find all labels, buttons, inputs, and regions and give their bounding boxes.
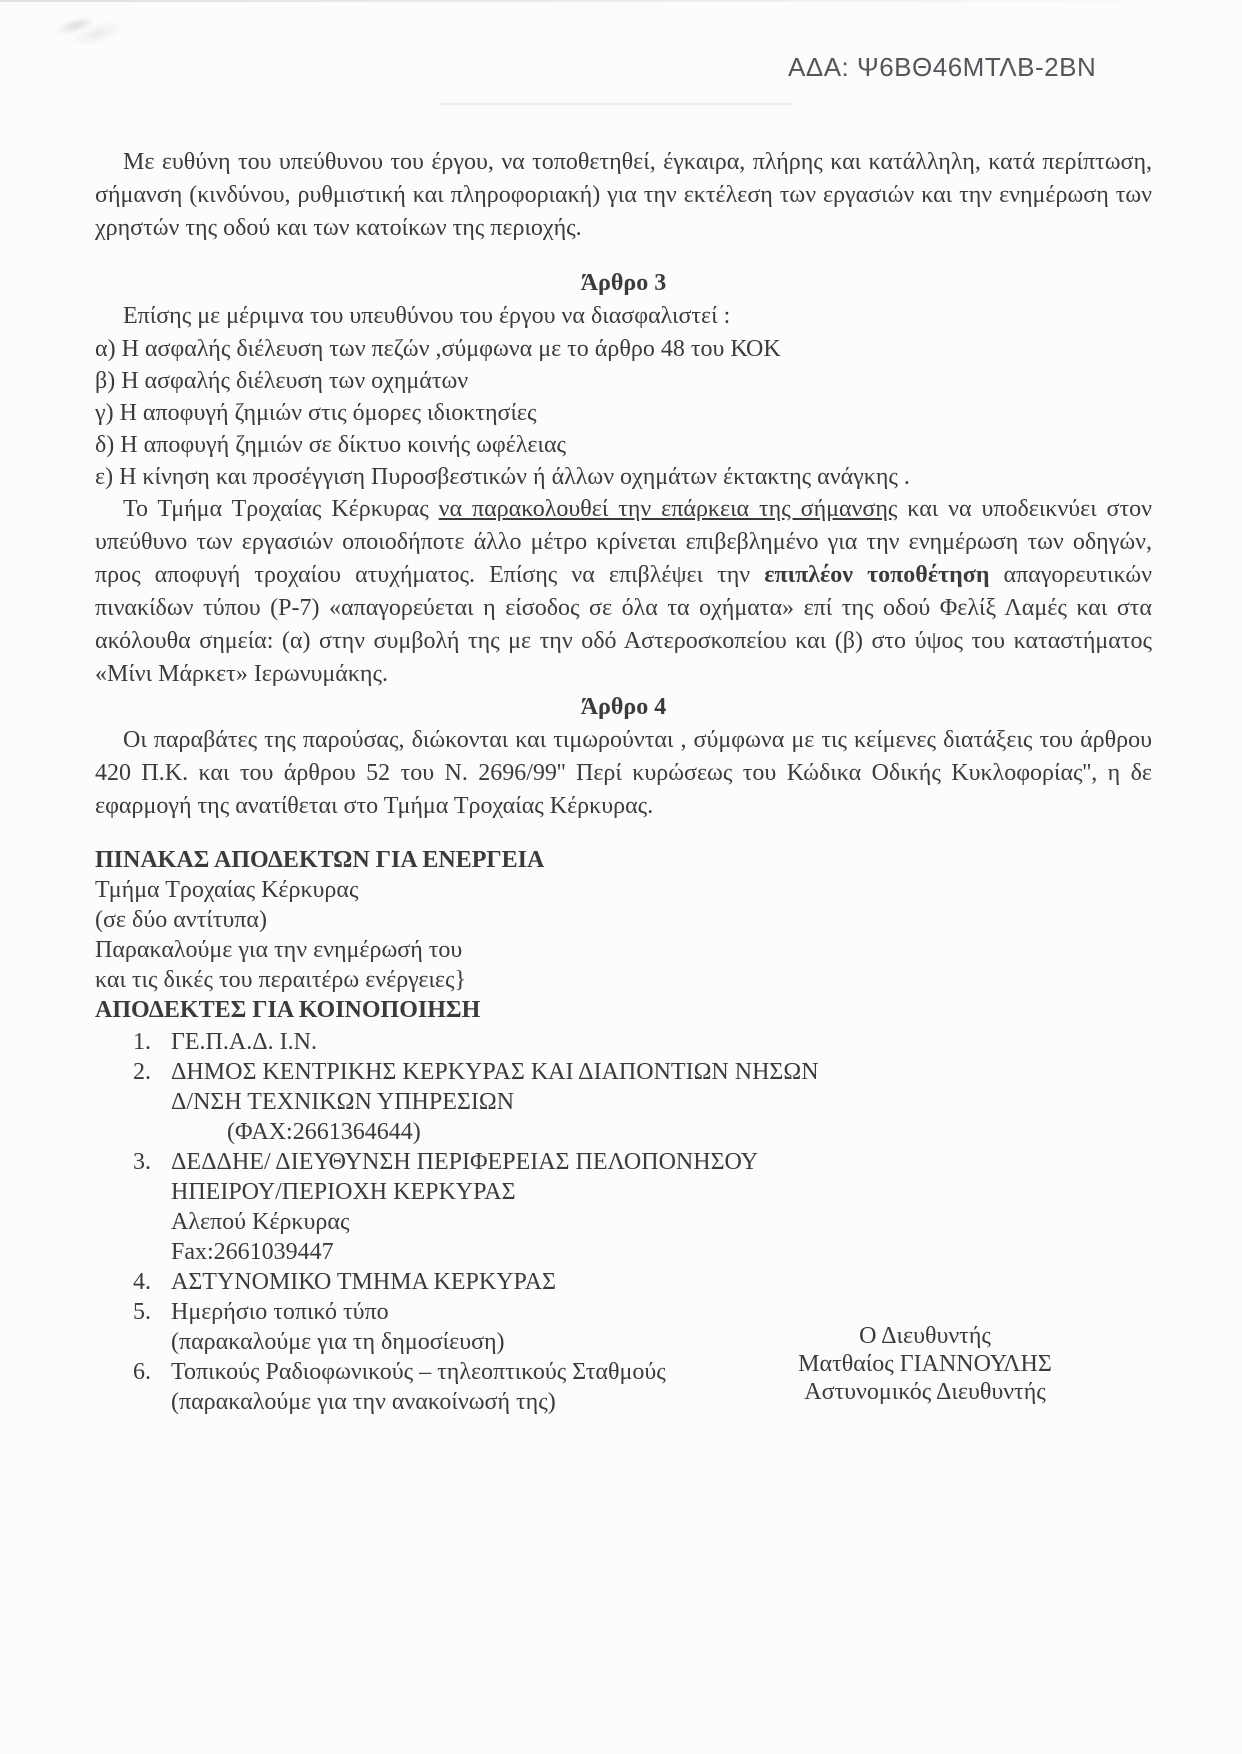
article3-para-seg3: και να υποδεικνύει στον υπεύθυνο των εργασιών οποιοδήποτε άλλο μέτρο κρίνεται επιβεβλημένο για την ενημέρωση των οδηγών, προς αποφυγή τροχαίου ατυχήματος. Επίσης να επιβλέψει την	[95, 496, 1152, 588]
article3-para-bold: επιπλέον τοποθέτηση	[764, 562, 990, 588]
list-item-line: Fax:2661039447	[171, 1239, 334, 1265]
list-item-number: 5.	[133, 1299, 151, 1325]
signature-block	[715, 1322, 1135, 1406]
list-item-number: 1.	[133, 1029, 151, 1055]
scan-edge-artifact	[0, 0, 1210, 2]
signature-name-line: Ματθαίος ΓΙΑΝΝΟΥΛΗΣ	[798, 1351, 1052, 1377]
article3-item-e: ε) Η κίνηση και προσέγγιση Πυροσβεστικών ή άλλων οχημάτων έκτακτης ανάγκης .	[95, 464, 910, 490]
ada-number: ΑΔΑ: Ψ6ΒΘ46ΜΤΛΒ-2ΒΝ	[788, 52, 1097, 82]
faint-divider-line	[440, 103, 792, 105]
list-item	[95, 1147, 1152, 1267]
list-item-line: ΗΠΕΙΡΟΥ/ΠΕΡΙΟΧΗ ΚΕΡΚΥΡΑΣ	[171, 1179, 516, 1205]
article3-item-b: β) Η ασφαλής διέλευση των οχημάτων	[95, 368, 469, 394]
scan-smudge-artifact	[37, 0, 137, 69]
recipients-action-line: (σε δύο αντίτυπα)	[95, 907, 267, 933]
article3-lead: Επίσης με μέριμνα του υπευθύνου του έργου να διασφαλιστεί :	[123, 303, 731, 329]
article3-para-underlined: να παρακολουθεί την επάρκεια της σήμανσης	[438, 496, 898, 522]
list-item-line: (παρακαλούμε για τη δημοσίευση)	[171, 1329, 505, 1355]
list-item-number: 2.	[133, 1059, 151, 1085]
intro-paragraph: Με ευθύνη του υπεύθυνου του έργου, να τοποθετηθεί, έγκαιρα, πλήρης και κατάλληλη, κατά περίπτωση, σήμανση (κινδύνου, ρυθμιστική και πληροφοριακή) για την εκτέλεση των εργασιών και την ενημέρωση των χρηστών της οδού και των κατοίκων της περιοχής.	[95, 149, 1152, 241]
list-item	[95, 1267, 1152, 1297]
recipients-action-block	[95, 845, 1152, 995]
list-item-line: ΓΕ.Π.Α.Δ. Ι.Ν.	[171, 1029, 317, 1055]
document-body	[95, 146, 1152, 1417]
article3-para-seg5: απαγορευτικών πινακίδων τύπου (Ρ-7) «απαγορεύεται η είσοδος σε όλα τα οχήματα» επί της οδού Φελίξ Λαμές και στα ακόλουθα σημεία: (α) στην συμβολή της με την οδό Αστεροσκοπείου και (β) στο ύψος του καταστήματος «Μίνι Μάρκετ» Ιερωνυμάκης.	[95, 562, 1152, 687]
article4-paragraph: Οι παραβάτες της παρούσας, διώκονται και τιμωρούνται , σύμφωνα με τις κείμενες διατάξεις του άρθρου 420 Π.Κ. και του άρθρου 52 του Ν. 2696/99'' Περί κυρώσεως του Κώδικα Οδικής Κυκλοφορίας'', η δε εφαρμογή της ανατίθεται στο Τμήμα Τροχαίας Κέρκυρας.	[95, 727, 1152, 819]
list-item	[95, 1057, 1152, 1147]
article3-title: Άρθρο 3	[580, 270, 667, 296]
article3-items	[95, 333, 1152, 493]
recipients-notify-title: ΑΠΟΔΕΚΤΕΣ ΓΙΑ ΚΟΙΝΟΠΟΙΗΣΗ	[95, 997, 481, 1023]
article3-item-c: γ) Η αποφυγή ζημιών στις όμορες ιδιοκτησίες	[95, 400, 537, 426]
list-item-line: ΑΣΤΥΝΟΜΙΚΟ ΤΜΗΜΑ ΚΕΡΚΥΡΑΣ	[171, 1269, 557, 1295]
list-item	[95, 1027, 1152, 1057]
article4-title: Άρθρο 4	[580, 694, 667, 720]
recipients-action-line: Παρακαλούμε για την ενημέρωσή του	[95, 937, 463, 963]
article3-item-a: α) Η ασφαλής διέλευση των πεζών ,σύμφωνα με το άρθρο 48 του ΚΟΚ	[95, 336, 781, 362]
recipients-action-title: ΠΙΝΑΚΑΣ ΑΠΟΔΕΚΤΩΝ ΓΙΑ ΕΝΕΡΓΕΙΑ	[95, 847, 545, 873]
list-item-line: ΔΗΜΟΣ ΚΕΝΤΡΙΚΗΣ ΚΕΡΚΥΡΑΣ ΚΑΙ ΔΙΑΠΟΝΤΙΩΝ ΝΗΣΩΝ	[171, 1059, 819, 1085]
list-item-line: Αλεπού Κέρκυρας	[171, 1209, 350, 1235]
list-item-number: 4.	[133, 1269, 151, 1295]
signature-role-line: Ο Διευθυντής	[859, 1323, 991, 1349]
list-item-line: Ημερήσιο τοπικό τύπο	[171, 1299, 389, 1325]
article3-para-seg1: Το Τμήμα Τροχαίας Κέρκυρας	[123, 496, 439, 522]
list-item-number: 3.	[133, 1149, 151, 1175]
list-item-line: (παρακαλούμε για την ανακοίνωσή της)	[171, 1389, 556, 1415]
list-item-number: 6.	[133, 1359, 151, 1385]
article3-paragraph	[95, 493, 1152, 691]
list-item-line: ΔΕΔΔΗΕ/ ΔΙΕΥΘΥΝΣΗ ΠΕΡΙΦΕΡΕΙΑΣ ΠΕΛΟΠΟΝΗΣΟΥ	[171, 1149, 759, 1175]
recipients-action-line: Τμήμα Τροχαίας Κέρκυρας	[95, 877, 359, 903]
list-item-line: Δ/ΝΣΗ ΤΕΧΝΙΚΩΝ ΥΠΗΡΕΣΙΩΝ	[171, 1089, 515, 1115]
recipients-action-line: και τις δικές του περαιτέρω ενέργειες}	[95, 967, 467, 993]
article3-item-d: δ) Η αποφυγή ζημιών σε δίκτυο κοινής ωφέλειας	[95, 432, 567, 458]
signature-rank-line: Αστυνομικός Διευθυντής	[804, 1379, 1046, 1405]
list-item-line: Τοπικούς Ραδιοφωνικούς – τηλεοπτικούς Σταθμούς	[171, 1359, 666, 1385]
list-item-line: (ΦΑΧ:2661364644)	[227, 1119, 421, 1145]
